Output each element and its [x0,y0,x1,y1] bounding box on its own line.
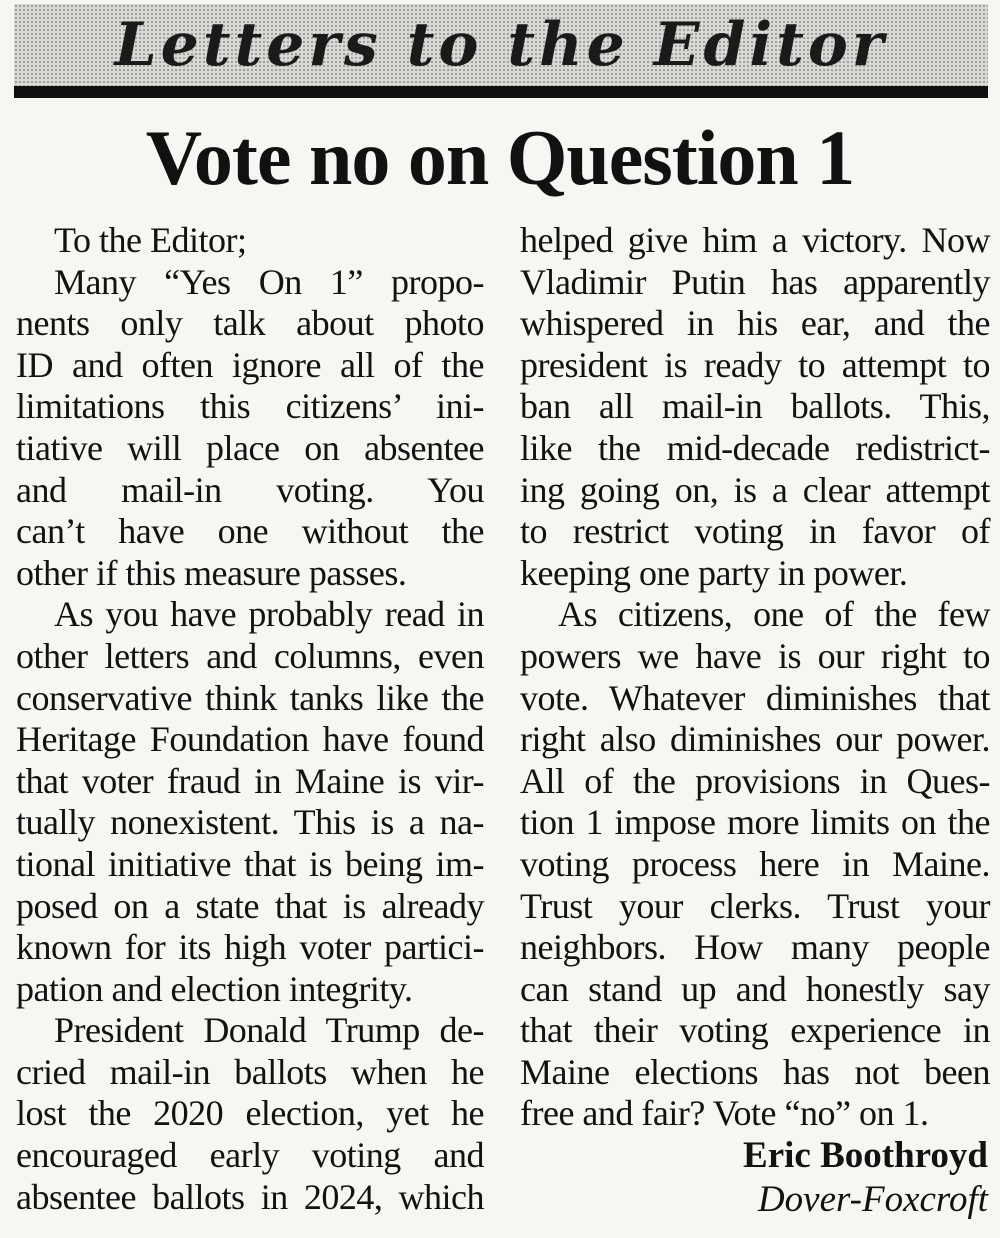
text-line: can stand up and honestly say [520,968,990,1009]
text-line: free and fair? Vote “no” on 1. [520,1093,929,1134]
text-line: ID and often ignore all of the [16,344,484,385]
text-line: As citizens, one of the few [558,594,990,635]
text-line: Many “Yes On 1” propo- [54,261,484,302]
banner-rule [14,86,988,98]
text-line: that voter fraud in Maine is vir- [16,760,484,801]
text-line: ing going on, is a clear attempt [520,469,990,510]
text-line: Heritage Foundation have found [16,719,484,760]
text-line: president is ready to attempt to [520,344,990,385]
text-line: tiative will place on absentee [16,427,484,468]
text-line: Vladimir Putin has apparently [520,261,990,302]
text-line: conservative think tanks like the [16,677,484,718]
text-line: As you have probably read in [54,594,484,635]
text-line: to restrict voting in favor of [520,511,990,552]
text-line: keeping one party in power. [520,552,908,593]
section-banner [14,4,988,86]
text-line: whispered in his ear, and the [520,303,990,344]
text-line: lost the 2020 election, yet he [16,1093,484,1134]
right-column [520,220,990,1135]
text-line: nents only talk about photo [16,303,484,344]
text-line: that their voting experience in [520,1010,990,1051]
text-line: All of the provisions in Ques- [520,760,990,801]
text-line: President Donald Trump de- [54,1010,484,1051]
section-title: Letters to the Editor [114,10,888,80]
text-line: like the mid-decade redistrict- [520,427,990,468]
left-column [16,220,484,1218]
text-line: can’t have one without the [16,511,484,552]
text-line: tion 1 impose more limits on the [520,802,990,843]
text-line: vote. Whatever diminishes that [520,677,990,718]
text-line: limitations this citizens’ ini- [16,386,484,427]
text-line: Trust your clerks. Trust your [520,885,990,926]
salutation: To the Editor; [54,220,247,260]
text-line: other letters and columns, even [16,635,484,676]
text-line: tually nonexistent. This is a na- [16,802,484,843]
text-line: powers we have is our right to [520,635,990,676]
text-line: neighbors. How many people [520,927,990,968]
text-line: helped give him a victory. Now [520,220,990,260]
text-line: cried mail-in ballots when he [16,1051,484,1092]
author-town: Dover-Foxcroft [757,1179,988,1220]
text-line: known for its high voter partici- [16,927,484,968]
text-line: posed on a state that is already [16,885,484,926]
text-line: ban all mail-in ballots. This, [520,386,990,427]
headline: Vote no on Question 1 [145,114,855,201]
text-line: Maine elections has not been [520,1051,990,1092]
text-line: voting process here in Maine. [520,843,990,884]
text-line: other if this measure passes. [16,552,407,593]
text-line: absentee ballots in 2024, which [16,1176,484,1217]
author-name: Eric Boothroyd [743,1135,988,1176]
text-line: and mail-in voting. You [16,469,484,510]
text-line: right also diminishes our power. [520,719,990,760]
text-line: pation and election integrity. [16,968,413,1009]
text-line: tional initiative that is being im- [16,843,484,884]
text-line: encouraged early voting and [16,1135,484,1176]
